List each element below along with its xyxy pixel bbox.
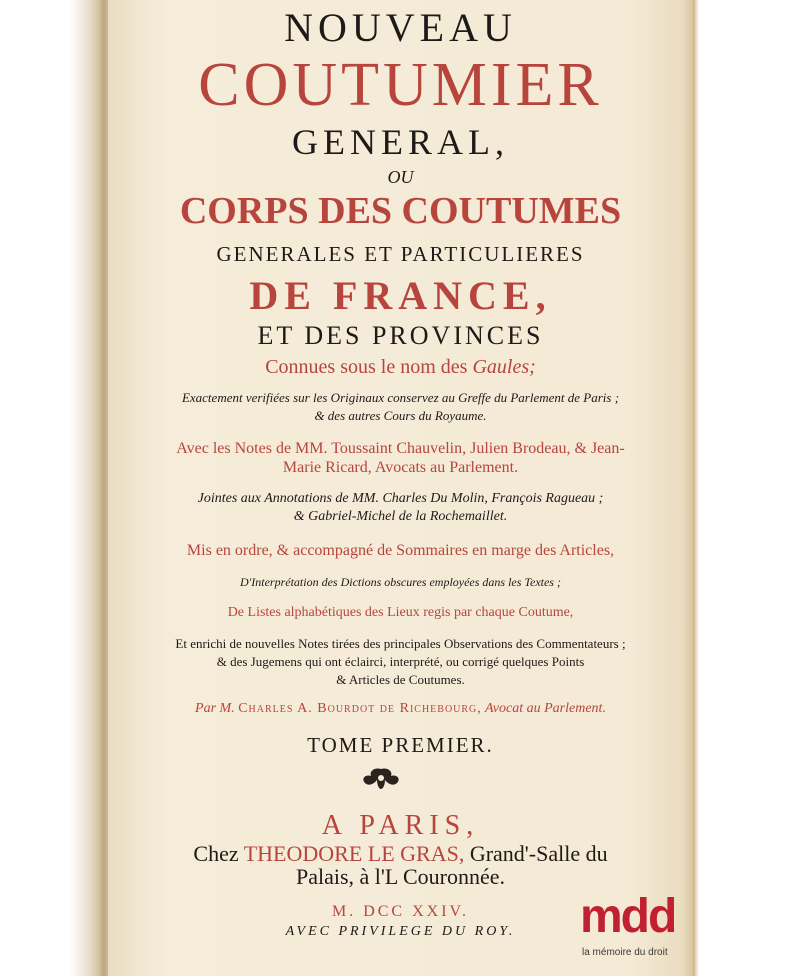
title-line-listes: De Listes alphabétiques des Lieux regis par chaque Coutume,: [227, 605, 574, 620]
connues-text: Connues sous le nom des: [265, 356, 473, 378]
title-line-cours: & des autres Cours du Royaume.: [314, 408, 487, 423]
title-line-coutumier: COUTUMIER: [198, 51, 603, 119]
title-line-notes-1: Avec les Notes de MM. Toussaint Chauvelin, Julien Brodeau, & Jean-: [176, 440, 625, 457]
fleuron-ornament-icon: [359, 765, 403, 793]
title-line-corps: CORPS DES COUTUMES: [179, 190, 622, 232]
title-line-notes-2: Marie Ricard, Avocats au Parlement.: [282, 459, 519, 476]
title-line-mis-en-ordre: Mis en ordre, & accompagné de Sommaires en marge des Articles,: [186, 542, 615, 559]
title-line-jointes-2: & Gabriel-Michel de la Rochemaillet.: [293, 509, 508, 524]
mdd-logo: [578, 890, 688, 965]
title-line-articles: & Articles de Coutumes.: [336, 672, 465, 687]
title-line-de-france: DE FRANCE,: [249, 273, 552, 318]
author-name: Charles A. Bourdot de Richebourg,: [238, 701, 482, 716]
title-line-a-paris: A PARIS,: [321, 810, 480, 841]
title-line-generales: GENERALES ET PARTICULIERES: [216, 242, 585, 266]
title-line-chez: [108, 843, 693, 865]
title-line-provinces: ET DES PROVINCES: [257, 321, 544, 350]
title-line-interpretation: D'Interprétation des Dictions obscures employées dans les Textes ;: [240, 575, 561, 589]
title-line-nouveau: NOUVEAU: [284, 5, 517, 50]
page-edge: [693, 0, 800, 976]
title-line-author: [108, 702, 693, 716]
title-line-enrichi: Et enrichi de nouvelles Notes tirées des principales Observations des Commentateurs ;: [175, 636, 626, 651]
title-line-connues: [108, 357, 693, 377]
book-spine: [0, 0, 108, 976]
title-line-jointes-1: Jointes aux Annotations de MM. Charles Du Molin, François Ragueau ;: [197, 491, 604, 506]
printer-name: THEODORE LE GRAS,: [243, 841, 465, 866]
logo-tagline: la mémoire du droit: [582, 947, 668, 958]
grand-salle-text: Grand'-Salle du: [464, 841, 608, 866]
logo-letters: mdd: [580, 890, 676, 943]
title-line-ou: OU: [387, 167, 414, 187]
par-text: Par M.: [195, 701, 239, 716]
title-line-privilege: AVEC PRIVILEGE DU ROY.: [285, 924, 516, 939]
title-line-exactement: Exactement verifiées sur les Originaux conservez au Greffe du Parlement de Paris ;: [181, 390, 620, 405]
title-line-palais: Palais, à l'L Couronnée.: [295, 864, 506, 889]
gaules-text: Gaules;: [472, 356, 536, 378]
title-line-general: GENERAL,: [292, 122, 509, 162]
avocat-text: Avocat au Parlement.: [481, 701, 606, 716]
chez-text: Chez: [193, 841, 244, 866]
title-line-date: M. DCC XXIV.: [331, 903, 470, 920]
title-line-tome: TOME PREMIER.: [307, 733, 494, 757]
title-line-jugemens: & des Jugemens qui ont éclairci, interprété, ou corrigé quelques Points: [216, 654, 585, 669]
